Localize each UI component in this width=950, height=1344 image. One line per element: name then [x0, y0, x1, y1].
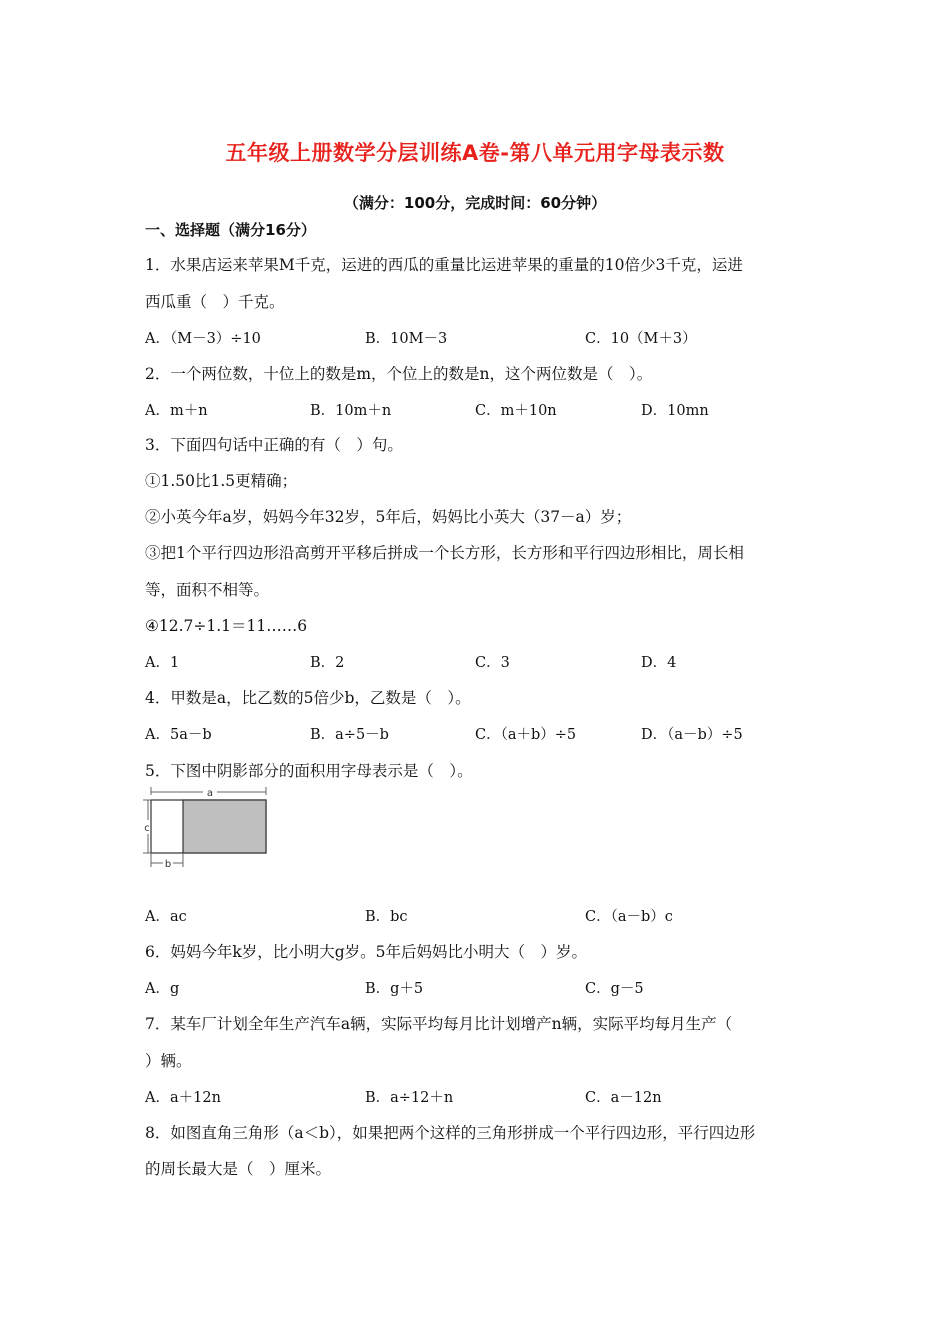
q3-option-b: B．2	[310, 655, 345, 671]
question-7-line-2: ）辆。	[145, 1052, 192, 1070]
q5-option-c: C．（a－b）c	[585, 909, 673, 925]
q4-option-c: C．（a＋b）÷5	[475, 727, 577, 743]
q6-option-b: B．g＋5	[365, 981, 424, 997]
q3-option-d: D．4	[641, 655, 677, 671]
question-3-statement-3b: 等，面积不相等。	[145, 581, 270, 599]
q4-option-b: B．a÷5－b	[310, 727, 389, 743]
page-title: 五年级上册数学分层训练A卷-第八单元用字母表示数	[225, 141, 725, 165]
shaded-region	[183, 800, 266, 853]
q7-option-b: B．a÷12＋n	[365, 1090, 454, 1106]
label-a: a	[206, 788, 214, 799]
q2-option-b: B．10m＋n	[310, 403, 392, 419]
question-5-line-1: 5．下图中阴影部分的面积用字母表示是（ ）。	[145, 762, 473, 780]
section-heading: 一、选择题（满分16分）	[145, 221, 316, 239]
question-4-line-1: 4．甲数是a，比乙数的5倍少b，乙数是（ ）。	[145, 689, 471, 707]
q3-option-c: C．3	[475, 655, 510, 671]
question-7-line-1: 7．某车厂计划全年生产汽车a辆，实际平均每月比计划增产n辆，实际平均每月生产（	[145, 1015, 733, 1033]
q5-option-b: B．bc	[365, 909, 408, 925]
q2-option-d: D．10mn	[641, 403, 709, 419]
question-8-line-1: 8．如图直角三角形（a＜b），如果把两个这样的三角形拼成一个平行四边形，平行四边形	[145, 1124, 756, 1142]
q6-option-c: C．g－5	[585, 981, 644, 997]
question-3-statement-2: ②小英今年a岁，妈妈今年32岁，5年后，妈妈比小英大（37－a）岁；	[145, 508, 632, 526]
label-c: c	[144, 823, 150, 834]
q4-option-a: A．5a－b	[145, 727, 212, 743]
rectangle-figure	[140, 783, 275, 873]
question-3-statement-3a: ③把1个平行四边形沿高剪开平移后拼成一个长方形，长方形和平行四边形相比，周长相	[145, 544, 744, 562]
question-3-line-1: 3．下面四句话中正确的有（ ）句。	[145, 436, 403, 454]
q1-option-b: B．10M－3	[365, 331, 448, 347]
question-2-line-1: 2．一个两位数，十位上的数是m，个位上的数是n，这个两位数是（ ）。	[145, 365, 653, 383]
q6-option-a: A．g	[145, 981, 180, 997]
q1-option-c: C．10（M＋3）	[585, 331, 697, 347]
q1-option-a: A．（M－3）÷10	[145, 331, 261, 347]
q2-option-a: A．m＋n	[145, 403, 208, 419]
q4-option-d: D．（a－b）÷5	[641, 727, 743, 743]
q2-option-c: C．m＋10n	[475, 403, 557, 419]
question-1-line-2: 西瓜重（ ）千克。	[145, 293, 285, 311]
question-1-line-1: 1．水果店运来苹果M千克，运进的西瓜的重量比运进苹果的重量的10倍少3千克，运进	[145, 256, 743, 274]
q7-option-c: C．a－12n	[585, 1090, 662, 1106]
q7-option-a: A．a＋12n	[145, 1090, 221, 1106]
question-6-line-1: 6．妈妈今年k岁，比小明大g岁。5年后妈妈比小明大（ ）岁。	[145, 943, 588, 961]
page-subtitle: （满分：100分，完成时间：60分钟）	[343, 194, 607, 212]
question-3-statement-4: ④12.7÷1.1＝11……6	[145, 617, 308, 635]
label-b: b	[164, 859, 172, 870]
q5-option-a: A．ac	[145, 909, 187, 925]
q3-option-a: A．1	[145, 655, 180, 671]
question-8-line-2: 的周长最大是（ ）厘米。	[145, 1160, 332, 1178]
question-3-statement-1: ①1.50比1.5更精确；	[145, 472, 298, 490]
